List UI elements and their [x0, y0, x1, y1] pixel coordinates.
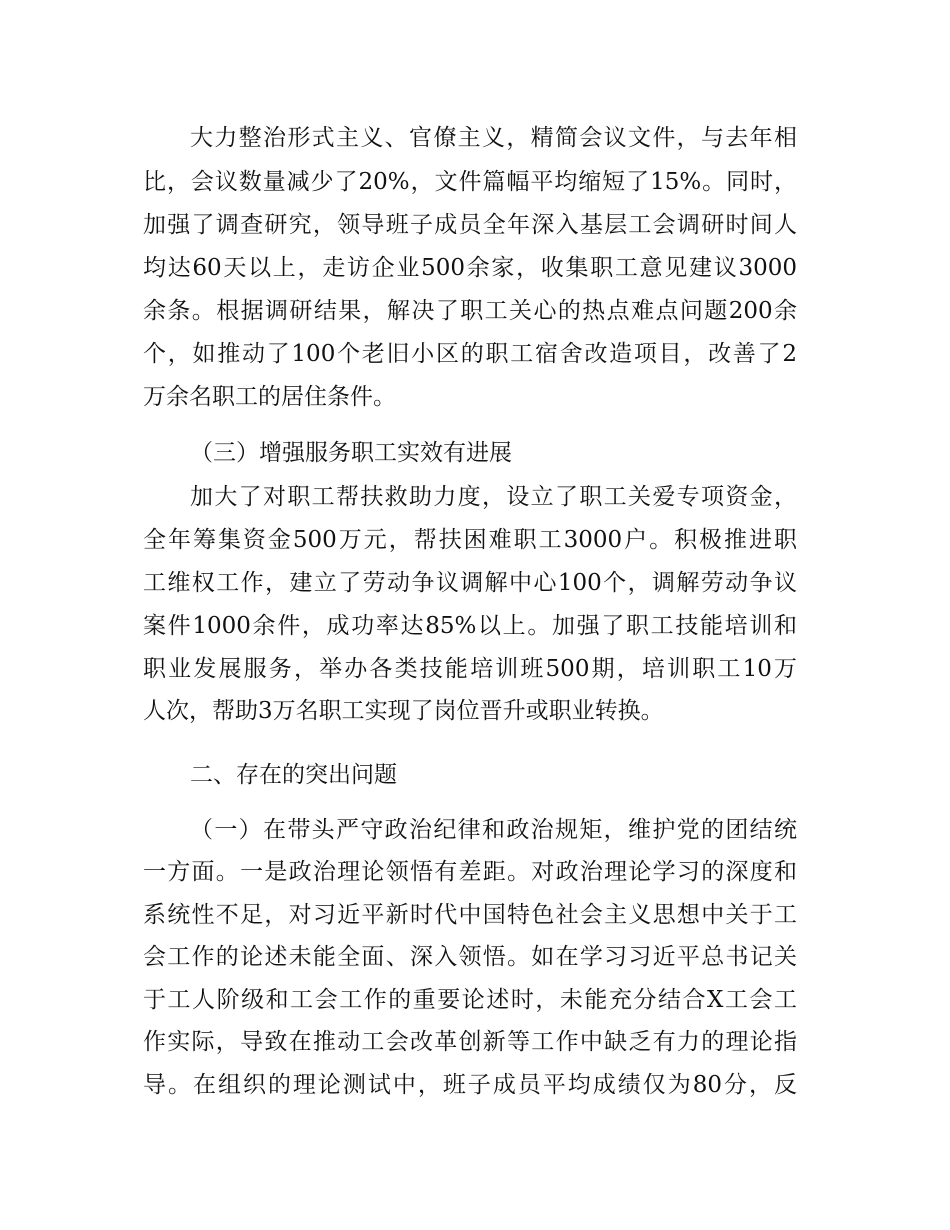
text-line: 全年筹集资金500万元，帮扶困难职工3000户。积极推进职 — [143, 527, 797, 553]
section-heading: （三）增强服务职工实效有进展 — [190, 440, 512, 466]
text-line: （一）在带头严守政治纪律和政治规矩，维护党的团结统 — [190, 817, 797, 843]
text-line: 余条。根据调研结果，解决了职工关心的热点难点问题200余 — [143, 298, 797, 324]
text-line: 导。在组织的理论测试中，班子成员平均成绩仅为80分，反 — [143, 1072, 797, 1098]
text-line: 职业发展服务，举办各类技能培训班500期，培训职工10万 — [143, 656, 797, 682]
text-line: 个，如推动了100个老旧小区的职工宿舍改造项目，改善了2 — [143, 341, 797, 367]
text-line: 作实际，导致在推动工会改革创新等工作中缺乏有力的理论指 — [143, 1029, 797, 1055]
text-line: 万余名职工的居住条件。 — [143, 384, 396, 410]
text-line: 比，会议数量减少了20%，文件篇幅平均缩短了15%。同时， — [143, 169, 797, 195]
text-line: 人次，帮助3万名职工实现了岗位晋升或职业转换。 — [143, 698, 664, 724]
text-line: 大力整治形式主义、官僚主义，精简会议文件，与去年相 — [190, 125, 797, 151]
text-line: 加强了调查研究，领导班子成员全年深入基层工会调研时间人 — [143, 212, 797, 238]
text-line: 案件1000余件，成功率达85%以上。加强了职工技能培训和 — [143, 613, 797, 639]
text-line: 均达60天以上，走访企业500余家，收集职工意见建议3000 — [143, 255, 797, 281]
text-line: 加大了对职工帮扶救助力度，设立了职工关爱专项资金， — [190, 484, 797, 510]
section-heading: 二、存在的突出问题 — [190, 762, 397, 788]
text-line: 一方面。一是政治理论领悟有差距。对政治理论学习的深度和 — [143, 859, 797, 885]
text-line: 于工人阶级和工会工作的重要论述时，未能充分结合X工会工 — [143, 987, 797, 1013]
text-line: 系统性不足，对习近平新时代中国特色社会主义思想中关于工 — [143, 902, 797, 928]
text-line: 工维权工作，建立了劳动争议调解中心100个，调解劳动争议 — [143, 570, 797, 596]
text-line: 会工作的论述未能全面、深入领悟。如在学习习近平总书记关 — [143, 944, 797, 970]
